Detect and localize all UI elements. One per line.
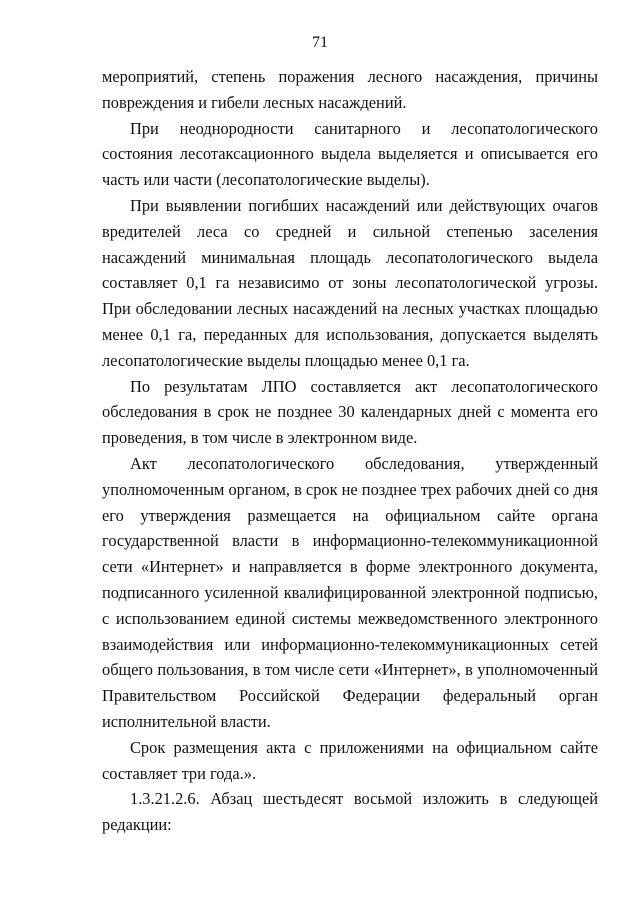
paragraph-heterogeneity: При неоднородности санитарного и лесопатологического состояния лесотаксационного выдела выделяется и описывается его часть или части (лесопатологические выделы). [102,118,598,190]
paragraph-minimum-area: При выявлении погибших насаждений или действующих очагов вредителей леса со средней и сильной степенью заселения насаждений минимальная площадь лесопатологического выдела составляет 0,1 га независимо от зоны лесопатологической угрозы. При обследовании лесных насаждений на лесных участках площадью менее 0,1 га, переданных для использования, допускается выделять лесопатологические выделы площадью менее 0,1 га. [102,195,598,370]
paragraph-amendment: 1.3.21.2.6. Абзац шестьдесят восьмой изложить в следующей редакции: [102,789,598,835]
document-body [102,64,598,838]
paragraph-inspection-act: По результатам ЛПО составляется акт лесопатологического обследования в срок не позднее 30 календарных дней с момента его проведения, в том числе в электронном виде. [102,376,598,448]
paragraph-act-publication: Акт лесопатологического обследования, утвержденный уполномоченным органом, в срок не позднее трех рабочих дней со дня его утверждения размещается на официальном сайте органа государственной власти в информационно-телекоммуникационной сети «Интернет» и направляется в форме электронного документа, подписанного усиленной квалифицированной электронной подписью, с использованием единой системы межведомственного электронного взаимодействия или информационно-телекоммуникационных сетей общего пользования, в том числе сети «Интернет», в уполномоченный Правительством Российской Федерации федеральный орган исполнительной власти. [102,453,598,731]
page-number: 71 [312,34,328,51]
paragraph-continuation: мероприятий, степень поражения лесного насаждения, причины повреждения и гибели лесных насаждений. [102,67,598,112]
paragraph-publication-term: Срок размещения акта с приложениями на официальном сайте составляет три года.». [102,737,598,783]
